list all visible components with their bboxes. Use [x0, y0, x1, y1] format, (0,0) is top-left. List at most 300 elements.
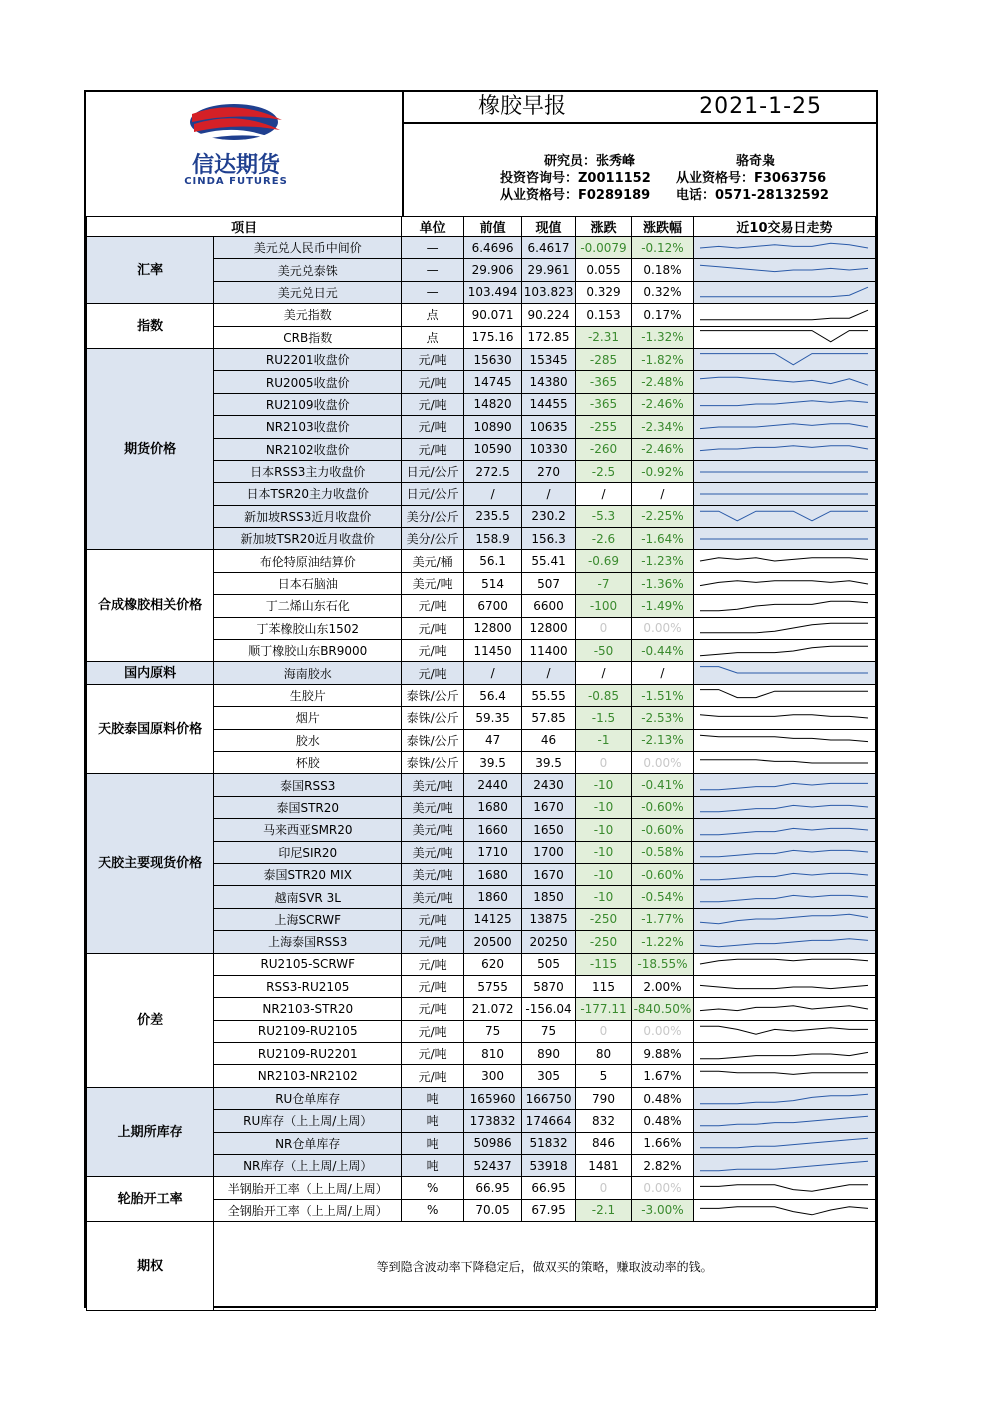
- change-cell: -100: [576, 595, 632, 617]
- trend-sparkline: [693, 1155, 875, 1177]
- cur-value-cell: 507: [522, 572, 576, 594]
- unit-cell: 元/吨: [402, 662, 464, 684]
- item-cell: RU2005收盘价: [214, 371, 402, 393]
- prev-value-cell: 10590: [464, 438, 522, 460]
- cur-value-cell: /: [522, 662, 576, 684]
- sparkline-path: [700, 1006, 868, 1011]
- change-pct-cell: -2.25%: [631, 505, 693, 527]
- change-pct-cell: 0.48%: [631, 1110, 693, 1132]
- change-cell: -2.1: [576, 1199, 632, 1221]
- prev-value-cell: 90.071: [464, 304, 522, 326]
- unit-cell: 点: [402, 326, 464, 348]
- prev-value-cell: 11450: [464, 640, 522, 662]
- cur-value-cell: 270: [522, 460, 576, 482]
- unit-cell: 元/吨: [402, 931, 464, 953]
- trend-sparkline: [693, 640, 875, 662]
- cur-value-cell: 2430: [522, 774, 576, 796]
- item-cell: 上海SCRWF: [214, 908, 402, 930]
- change-pct-cell: 0.18%: [631, 259, 693, 281]
- cur-value-cell: 156.3: [522, 528, 576, 550]
- unit-cell: 美元/吨: [402, 886, 464, 908]
- item-cell: 泰国STR20 MIX: [214, 863, 402, 885]
- trend-sparkline: [693, 886, 875, 908]
- researcher-2: 骆奇枭: [736, 154, 776, 169]
- change-pct-cell: /: [631, 662, 693, 684]
- trend-sparkline: [693, 483, 875, 505]
- prev-value-cell: 103.494: [464, 281, 522, 303]
- trend-sparkline: [693, 1132, 875, 1154]
- trend-sparkline: [693, 572, 875, 594]
- unit-cell: 元/吨: [402, 617, 464, 639]
- change-cell: -2.5: [576, 460, 632, 482]
- sparkline-path: [700, 353, 868, 364]
- change-cell: /: [576, 662, 632, 684]
- sparkline-path: [700, 895, 868, 901]
- change-pct-cell: 0.00%: [631, 617, 693, 639]
- sparkline-path: [700, 1027, 868, 1035]
- prev-value-cell: 12800: [464, 617, 522, 639]
- trend-sparkline: [693, 819, 875, 841]
- sparkline-path: [700, 446, 868, 451]
- sparkline-path: [700, 265, 868, 271]
- unit-cell: 元/吨: [402, 1065, 464, 1087]
- cur-value-cell: 46: [522, 729, 576, 751]
- sparkline-path: [700, 806, 868, 812]
- cur-value-cell: 890: [522, 1043, 576, 1065]
- unit-cell: %: [402, 1177, 464, 1199]
- prev-value-cell: 175.16: [464, 326, 522, 348]
- item-cell: 布伦特原油结算价: [214, 550, 402, 572]
- prev-value-cell: 5755: [464, 975, 522, 997]
- unit-cell: 泰铢/公斤: [402, 729, 464, 751]
- unit-cell: 吨: [402, 1110, 464, 1132]
- unit-cell: 美元/吨: [402, 819, 464, 841]
- change-pct-cell: -1.51%: [631, 684, 693, 706]
- practice-no: 从业资格号：F0289189: [500, 188, 651, 203]
- unit-cell: 日元/公斤: [402, 483, 464, 505]
- change-cell: -250: [576, 908, 632, 930]
- cinda-logo-icon: [86, 92, 402, 216]
- trend-sparkline: [693, 550, 875, 572]
- cur-value-cell: 20250: [522, 931, 576, 953]
- prev-value-cell: 66.95: [464, 1177, 522, 1199]
- prev-value-cell: 59.35: [464, 707, 522, 729]
- item-cell: 泰国RSS3: [214, 774, 402, 796]
- cur-value-cell: 6.4617: [522, 237, 576, 259]
- prev-value-cell: 1660: [464, 819, 522, 841]
- item-cell: 丁二烯山东石化: [214, 595, 402, 617]
- change-pct-cell: 0.00%: [631, 751, 693, 773]
- change-pct-cell: -0.41%: [631, 774, 693, 796]
- cur-value-cell: 174664: [522, 1110, 576, 1132]
- item-cell: 上海泰国RSS3: [214, 931, 402, 953]
- item-cell: 泰国STR20: [214, 796, 402, 818]
- prev-value-cell: 620: [464, 953, 522, 975]
- trend-sparkline: [693, 908, 875, 930]
- change-cell: -1.5: [576, 707, 632, 729]
- item-cell: 印尼SIR20: [214, 841, 402, 863]
- change-cell: 0: [576, 1020, 632, 1042]
- cur-value-cell: 90.224: [522, 304, 576, 326]
- col-header-pct: 涨跌幅: [631, 217, 693, 237]
- table-body: [87, 237, 876, 1222]
- unit-cell: 元/吨: [402, 908, 464, 930]
- prev-value-cell: 1680: [464, 796, 522, 818]
- unit-cell: 美元/吨: [402, 796, 464, 818]
- unit-cell: 吨: [402, 1155, 464, 1177]
- item-cell: 顺丁橡胶山东BR9000: [214, 640, 402, 662]
- trend-sparkline: [693, 326, 875, 348]
- practice-no-2: 从业资格号：F3063756: [676, 171, 827, 186]
- change-pct-cell: 0.32%: [631, 281, 693, 303]
- cur-value-cell: 166750: [522, 1087, 576, 1109]
- change-cell: -365: [576, 393, 632, 415]
- change-cell: -2.31: [576, 326, 632, 348]
- item-cell: RU2109收盘价: [214, 393, 402, 415]
- item-cell: 日本RSS3主力收盘价: [214, 460, 402, 482]
- change-cell: -10: [576, 796, 632, 818]
- prev-value-cell: 1860: [464, 886, 522, 908]
- trend-sparkline: [693, 662, 875, 684]
- change-cell: -285: [576, 348, 632, 370]
- cur-value-cell: 1670: [522, 796, 576, 818]
- change-cell: 80: [576, 1043, 632, 1065]
- table-row: [87, 953, 876, 975]
- cur-value-cell: -156.04: [522, 998, 576, 1020]
- change-pct-cell: 0.48%: [631, 1087, 693, 1109]
- change-pct-cell: -1.77%: [631, 908, 693, 930]
- logo-en: CINDA FUTURES: [184, 176, 288, 187]
- cur-value-cell: 505: [522, 953, 576, 975]
- trend-sparkline: [693, 975, 875, 997]
- sparkline-path: [700, 424, 868, 429]
- change-cell: -115: [576, 953, 632, 975]
- sparkline-path: [700, 288, 868, 298]
- unit-cell: 元/吨: [402, 640, 464, 662]
- change-cell: -5.3: [576, 505, 632, 527]
- prev-value-cell: 165960: [464, 1087, 522, 1109]
- cur-value-cell: 67.95: [522, 1199, 576, 1221]
- trend-sparkline: [693, 729, 875, 751]
- item-cell: RU2109-RU2201: [214, 1043, 402, 1065]
- unit-cell: 元/吨: [402, 953, 464, 975]
- prev-value-cell: 1710: [464, 841, 522, 863]
- sparkline-path: [700, 959, 868, 964]
- table-row: [87, 1087, 876, 1109]
- unit-cell: 美元/吨: [402, 774, 464, 796]
- option-label: 期权: [87, 1222, 214, 1311]
- item-cell: 美元兑日元: [214, 281, 402, 303]
- category-cell: 汇率: [87, 237, 214, 304]
- change-pct-cell: 0.00%: [631, 1020, 693, 1042]
- col-header-chg: 涨跌: [576, 217, 632, 237]
- prev-value-cell: 6700: [464, 595, 522, 617]
- trend-sparkline: [693, 438, 875, 460]
- change-cell: -10: [576, 774, 632, 796]
- sparkline-path: [700, 873, 868, 879]
- item-cell: RU2105-SCRWF: [214, 953, 402, 975]
- change-pct-cell: -1.22%: [631, 931, 693, 953]
- trend-sparkline: [693, 416, 875, 438]
- change-pct-cell: -18.55%: [631, 953, 693, 975]
- item-cell: 半钢胎开工率（上上周/上周）: [214, 1177, 402, 1199]
- change-cell: -0.0079: [576, 237, 632, 259]
- change-cell: 846: [576, 1132, 632, 1154]
- sparkline-path: [700, 310, 868, 320]
- item-cell: 生胶片: [214, 684, 402, 706]
- prev-value-cell: 6.4696: [464, 237, 522, 259]
- prev-value-cell: 173832: [464, 1110, 522, 1132]
- change-cell: -7: [576, 572, 632, 594]
- invest-no: 投资咨询号：Z0011152: [500, 171, 651, 186]
- sparkline-path: [700, 715, 868, 718]
- sparkline-path: [700, 735, 868, 741]
- item-cell: RU2201收盘价: [214, 348, 402, 370]
- change-pct-cell: 1.66%: [631, 1132, 693, 1154]
- item-cell: NR仓单库存: [214, 1132, 402, 1154]
- item-cell: 海南胶水: [214, 662, 402, 684]
- change-pct-cell: -1.49%: [631, 595, 693, 617]
- unit-cell: 美分/公斤: [402, 528, 464, 550]
- category-cell: 天胶主要现货价格: [87, 774, 214, 953]
- change-pct-cell: 9.88%: [631, 1043, 693, 1065]
- unit-cell: 元/吨: [402, 438, 464, 460]
- item-cell: NR库存（上上周/上周）: [214, 1155, 402, 1177]
- table-row: [87, 774, 876, 796]
- sparkline-path: [700, 377, 868, 385]
- sparkline-path: [700, 1207, 868, 1215]
- unit-cell: 元/吨: [402, 595, 464, 617]
- prev-value-cell: 14820: [464, 393, 522, 415]
- unit-cell: 元/吨: [402, 975, 464, 997]
- table-row: [87, 550, 876, 572]
- unit-cell: 元/吨: [402, 371, 464, 393]
- change-pct-cell: /: [631, 483, 693, 505]
- unit-cell: 元/吨: [402, 416, 464, 438]
- cur-value-cell: 51832: [522, 1132, 576, 1154]
- prev-value-cell: 235.5: [464, 505, 522, 527]
- cur-value-cell: 230.2: [522, 505, 576, 527]
- prev-value-cell: 300: [464, 1065, 522, 1087]
- change-cell: -0.85: [576, 684, 632, 706]
- trend-sparkline: [693, 953, 875, 975]
- unit-cell: 元/吨: [402, 348, 464, 370]
- prev-value-cell: /: [464, 483, 522, 505]
- company-logo: [86, 92, 404, 216]
- prev-value-cell: /: [464, 662, 522, 684]
- prev-value-cell: 70.05: [464, 1199, 522, 1221]
- change-cell: -10: [576, 841, 632, 863]
- cur-value-cell: 1670: [522, 863, 576, 885]
- report-date: 2021-1-25: [699, 94, 822, 119]
- cur-value-cell: 12800: [522, 617, 576, 639]
- prev-value-cell: 29.906: [464, 259, 522, 281]
- category-cell: 合成橡胶相关价格: [87, 550, 214, 662]
- item-cell: 美元兑人民币中间价: [214, 237, 402, 259]
- sparkline-path: [700, 1185, 868, 1191]
- cur-value-cell: 14380: [522, 371, 576, 393]
- change-cell: 0: [576, 1177, 632, 1199]
- trend-sparkline: [693, 237, 875, 259]
- change-pct-cell: 2.00%: [631, 975, 693, 997]
- change-pct-cell: -0.92%: [631, 460, 693, 482]
- change-pct-cell: -0.58%: [631, 841, 693, 863]
- change-cell: -177.11: [576, 998, 632, 1020]
- prev-value-cell: 75: [464, 1020, 522, 1042]
- cur-value-cell: 1700: [522, 841, 576, 863]
- trend-sparkline: [693, 617, 875, 639]
- change-cell: 0: [576, 617, 632, 639]
- option-text: 等到隐含波动率下降稳定后，做双买的策略，赚取波动率的钱。: [214, 1222, 876, 1311]
- change-cell: -0.69: [576, 550, 632, 572]
- change-cell: -10: [576, 886, 632, 908]
- change-pct-cell: -2.46%: [631, 393, 693, 415]
- trend-sparkline: [693, 1199, 875, 1221]
- change-cell: -260: [576, 438, 632, 460]
- prev-value-cell: 20500: [464, 931, 522, 953]
- prev-value-cell: 14745: [464, 371, 522, 393]
- unit-cell: 吨: [402, 1087, 464, 1109]
- unit-cell: 美元/吨: [402, 841, 464, 863]
- trend-sparkline: [693, 259, 875, 281]
- sparkline-path: [700, 759, 868, 762]
- prev-value-cell: 52437: [464, 1155, 522, 1177]
- table-header-row: [87, 217, 876, 237]
- trend-sparkline: [693, 1020, 875, 1042]
- trend-sparkline: [693, 348, 875, 370]
- change-cell: 1481: [576, 1155, 632, 1177]
- logo-cn: 信达期货: [191, 153, 281, 178]
- item-cell: RU2109-RU2105: [214, 1020, 402, 1042]
- change-cell: 5: [576, 1065, 632, 1087]
- category-cell: 天胶泰国原料价格: [87, 684, 214, 774]
- change-cell: 0.055: [576, 259, 632, 281]
- change-pct-cell: -840.50%: [631, 998, 693, 1020]
- trend-sparkline: [693, 863, 875, 885]
- prev-value-cell: 47: [464, 729, 522, 751]
- sparkline-path: [700, 401, 868, 406]
- change-cell: -250: [576, 931, 632, 953]
- item-cell: 烟片: [214, 707, 402, 729]
- cur-value-cell: 55.41: [522, 550, 576, 572]
- category-cell: 指数: [87, 304, 214, 349]
- change-pct-cell: 1.67%: [631, 1065, 693, 1087]
- unit-cell: 日元/公斤: [402, 460, 464, 482]
- change-pct-cell: -2.53%: [631, 707, 693, 729]
- cur-value-cell: /: [522, 483, 576, 505]
- unit-cell: 吨: [402, 1132, 464, 1154]
- change-cell: -10: [576, 863, 632, 885]
- cur-value-cell: 103.823: [522, 281, 576, 303]
- prev-value-cell: 56.1: [464, 550, 522, 572]
- trend-sparkline: [693, 528, 875, 550]
- sparkline-path: [700, 689, 868, 697]
- unit-cell: 点: [402, 304, 464, 326]
- sparkline-path: [700, 624, 868, 634]
- change-cell: 790: [576, 1087, 632, 1109]
- change-cell: -365: [576, 371, 632, 393]
- category-cell: 期货价格: [87, 348, 214, 550]
- cur-value-cell: 13875: [522, 908, 576, 930]
- change-cell: 0: [576, 751, 632, 773]
- item-cell: NR2102收盘价: [214, 438, 402, 460]
- sparkline-path: [700, 1139, 868, 1149]
- change-pct-cell: 2.82%: [631, 1155, 693, 1177]
- change-pct-cell: -2.13%: [631, 729, 693, 751]
- sparkline-path: [700, 1071, 868, 1074]
- prev-value-cell: 39.5: [464, 751, 522, 773]
- change-pct-cell: -0.44%: [631, 640, 693, 662]
- item-cell: 新加坡TSR20近月收盘价: [214, 528, 402, 550]
- cur-value-cell: 1850: [522, 886, 576, 908]
- cur-value-cell: 6600: [522, 595, 576, 617]
- researcher-label: 研究员：张秀峰: [544, 154, 636, 169]
- unit-cell: 元/吨: [402, 1043, 464, 1065]
- change-cell: -10: [576, 819, 632, 841]
- sparkline-path: [700, 851, 868, 857]
- report-title: 橡胶早报: [478, 94, 567, 119]
- change-pct-cell: -0.60%: [631, 863, 693, 885]
- category-cell: 轮胎开工率: [87, 1177, 214, 1222]
- cur-value-cell: 10330: [522, 438, 576, 460]
- sparkline-path: [700, 512, 868, 522]
- cur-value-cell: 66.95: [522, 1177, 576, 1199]
- item-cell: 丁苯橡胶山东1502: [214, 617, 402, 639]
- cur-value-cell: 55.55: [522, 684, 576, 706]
- unit-cell: 元/吨: [402, 1020, 464, 1042]
- change-pct-cell: -1.23%: [631, 550, 693, 572]
- item-cell: 胶水: [214, 729, 402, 751]
- change-pct-cell: -3.00%: [631, 1199, 693, 1221]
- prev-value-cell: 1680: [464, 863, 522, 885]
- report-header: [86, 92, 876, 218]
- sparkline-path: [700, 939, 868, 947]
- unit-cell: —: [402, 281, 464, 303]
- cur-value-cell: 14455: [522, 393, 576, 415]
- change-pct-cell: 0.00%: [631, 1177, 693, 1199]
- prev-value-cell: 2440: [464, 774, 522, 796]
- change-cell: -50: [576, 640, 632, 662]
- item-cell: 马来西亚SMR20: [214, 819, 402, 841]
- prev-value-cell: 56.4: [464, 684, 522, 706]
- unit-cell: 元/吨: [402, 998, 464, 1020]
- trend-sparkline: [693, 393, 875, 415]
- unit-cell: 泰铢/公斤: [402, 684, 464, 706]
- trend-sparkline: [693, 595, 875, 617]
- trend-sparkline: [693, 998, 875, 1020]
- change-pct-cell: -0.60%: [631, 796, 693, 818]
- col-header-cur: 现值: [522, 217, 576, 237]
- trend-sparkline: [693, 1087, 875, 1109]
- trend-sparkline: [693, 684, 875, 706]
- sparkline-path: [700, 985, 868, 988]
- trend-sparkline: [693, 1177, 875, 1199]
- category-cell: 国内原料: [87, 662, 214, 684]
- trend-sparkline: [693, 371, 875, 393]
- sparkline-path: [700, 331, 868, 342]
- item-cell: 美元指数: [214, 304, 402, 326]
- prev-value-cell: 10890: [464, 416, 522, 438]
- sparkline-path: [700, 1161, 868, 1171]
- item-cell: 越南SVR 3L: [214, 886, 402, 908]
- item-cell: RSS3-RU2105: [214, 975, 402, 997]
- change-cell: -1: [576, 729, 632, 751]
- sparkline-path: [700, 646, 868, 656]
- sparkline-path: [700, 1116, 868, 1126]
- table-row: [87, 662, 876, 684]
- change-cell: 115: [576, 975, 632, 997]
- table-row: [87, 304, 876, 326]
